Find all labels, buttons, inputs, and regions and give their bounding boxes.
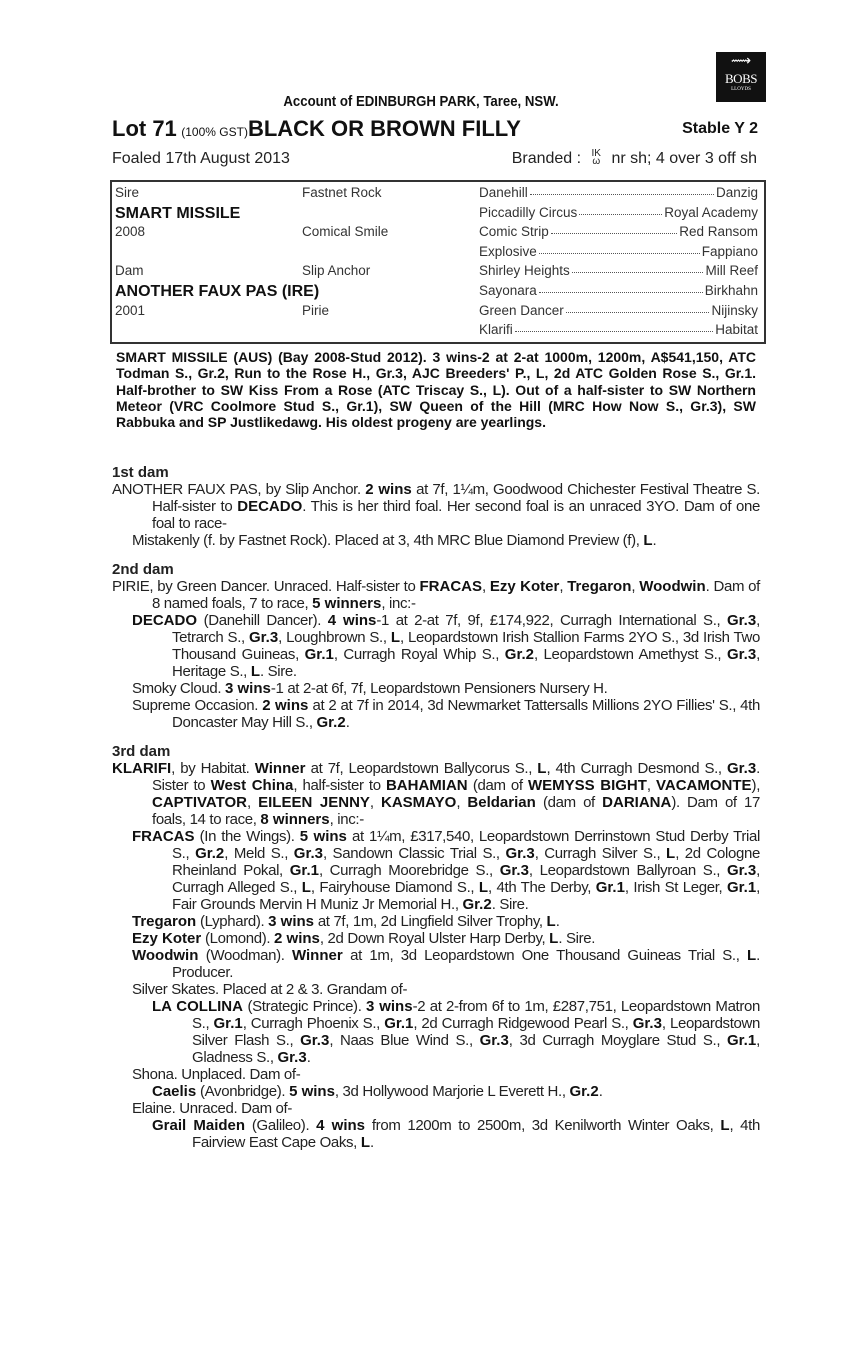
text: , Gladness S., [192,1032,760,1066]
text: , Heritage S., [172,646,760,680]
sire-summary: SMART MISSILE (AUS) (Bay 2008-Stud 2012). 3 wins-2 at 2-at 1000m, 1200m, A$541,150, ATC Todman S., Gr.2, Run to the Rose H., Gr.3, AJC Breeders' P., L, 2d ATC Golden Rose S., Gr.1. Half-brother to SW Kiss From a Rose (ATC Triscay S., L). Out of a half-sister to SW Northern Meteor (VRC Coolmore Stud S., Gr.1), SW Queen of the Hill (MRC How Now S., Gr.3), SW Rabbuka and SP Justlikedawg. His oldest progeny are yearlings. [116,349,756,431]
branded-label: Branded : [511,150,582,167]
text: (Lomond). [201,930,275,947]
bold-text: Ezy Koter [489,578,560,595]
bold-text: Gr.3 [505,845,535,862]
bold-text: Gr.3 [726,760,757,777]
section-heading: 3rd dam [112,743,171,760]
text: , [456,794,468,811]
text: , Sandown Classic Trial S., [322,845,506,862]
text: (Avonbridge). [196,1083,290,1100]
text: -1 at 2-at 6f, 7f, Leopardstown Pensioners Nursery H. [270,680,608,697]
family-entry [112,697,760,731]
text: . Sire. [260,663,297,680]
text: ), [751,777,761,794]
bold-text: LA COLLINA [152,998,243,1015]
text: . Sire. [558,930,596,947]
bold-text: L [643,532,653,549]
bold-text: L [360,1134,370,1151]
gst-note: (100% GST) [181,125,248,139]
leader-dots [530,185,714,195]
text: PIRIE, by Green Dancer. Unraced. Half-sister to [112,578,420,595]
text: , 3d Curragh Moyglare Stud S., [508,1032,727,1049]
leader-dots [572,263,704,273]
parent-label: 2001 [115,302,146,318]
text: (Lyphard). [196,913,269,930]
great-grandparent-sire: Red Ransom [679,224,758,240]
bold-text: 8 winners [260,811,330,828]
family-entry [112,828,760,913]
family-entry [112,532,760,549]
bold-text: EILEEN JENNY [258,794,370,811]
text: , inc:- [329,811,364,828]
text: , by Habitat. [171,760,255,777]
pedigree-row [112,303,764,323]
brand-bottom: ω [592,156,601,167]
text: , 4th The Derby, [488,879,596,896]
family-entry [112,760,760,828]
great-grandparent-line [479,224,758,239]
great-grandparent-name: Danehill [479,185,528,200]
bold-text: 3 wins [225,680,271,697]
bold-text: Gr.1 [595,879,625,896]
branding [512,150,757,168]
bold-text: L [390,629,400,646]
great-grandparent-name: Shirley Heights [479,263,570,279]
bold-text: Gr.1 [289,862,319,879]
great-grandparent-sire: Birkhahn [704,283,758,298]
great-grandparent-sire: Fappiano [701,243,758,259]
pedigree-row [112,322,764,342]
text: . Sister to [152,760,760,794]
text: , Fairyhouse Diamond S., [310,879,479,896]
grandparent-name: Slip Anchor [302,263,371,279]
text: (dam of [467,777,528,794]
text: , Curragh Phoenix S., [242,1015,385,1032]
text: Smoky Cloud. [132,680,225,697]
bold-text: Gr.1 [384,1015,414,1032]
bold-text: Winner [254,760,306,777]
text: , Leopardstown Ballyroan S., [528,862,727,879]
bold-text: Gr.2 [195,845,225,862]
family-entry [112,981,760,998]
great-grandparent-sire: Habitat [715,322,758,338]
bold-text: VACAMONTE [655,777,752,794]
parent-label: 2008 [115,224,146,240]
great-grandparent-name: Green Dancer [479,302,564,318]
bold-text: DECADO [132,612,198,629]
bold-text: FRACAS [419,578,482,595]
text: , Curragh Alleged S., [172,862,760,896]
bold-text: L [747,947,757,964]
bold-text: Gr.3 [479,1032,509,1049]
leader-dots [539,244,700,254]
text: . [555,913,560,930]
grandparent-name: Fastnet Rock [302,185,382,200]
text: , Leopardstown Irish Stallion Farms 2YO S., 3d Irish Two Thousand Guineas, [172,629,760,663]
text: , [631,578,640,595]
family-entry [112,1117,760,1151]
text: . [306,1049,311,1066]
foaled-date: Foaled 17th August 2013 [112,150,290,167]
family-details [112,464,760,1151]
text: , Leopardstown Silver Flash S., [192,1015,760,1049]
text: , 3d Hollywood Marjorie L Everett H., [334,1083,570,1100]
text: , 4th Curragh Desmond S., [546,760,727,777]
bold-text: 5 wins [299,828,347,845]
parent-name: ANOTHER FAUX PAS (IRE) [115,283,320,300]
text: (Strategic Prince). [242,998,367,1015]
family-entry [112,998,760,1066]
family-entry [112,913,760,930]
text: . This is her third foal. Her second foal is an unraced 3YO. Dam of one foal to race- [152,498,760,532]
vendor-account: Account of EDINBURGH PARK, Taree, NSW. [283,93,559,110]
parent-name: SMART MISSILE [115,204,241,222]
pedigree-row [112,283,764,303]
pedigree-row [112,224,764,244]
text: . Sire. [491,896,529,913]
text: Mistakenly (f. by Fastnet Rock). Placed at 3, 4th MRC Blue Diamond Preview (f), [132,532,644,549]
text: , Meld S., [224,845,294,862]
great-grandparent-line [479,283,758,298]
great-grandparent-name: Explosive [479,243,537,259]
family-entry [112,612,760,680]
bold-text: Gr.3 [277,1049,307,1066]
lot-description: BLACK OR BROWN FILLY [247,116,521,141]
bold-text: Gr.2 [462,896,492,913]
bold-text: 2 wins [262,697,309,714]
text: Silver Skates. Placed at 2 & 3. Grandam of- [132,981,408,998]
lot-heading [112,116,758,142]
text: at 7f, 1m, 2d Lingfield Silver Trophy, [314,913,547,930]
bold-text: DARIANA [602,794,672,811]
text: , [482,578,490,595]
text: , [247,794,259,811]
bird-icon: ⟿ [730,54,752,69]
family-entry [112,947,760,981]
text: -2 at 2-from 6f to 1m, £287,751, Leopardstown Matron S., [192,998,761,1032]
bold-text: Gr.2 [316,714,346,731]
great-grandparent-line [479,303,758,318]
text: -1 at 2-at 7f, 9f, £174,922, Curragh International S., [376,612,727,629]
bold-text: West China [210,777,294,794]
leader-dots [566,303,710,313]
leader-dots [551,224,677,234]
bold-text: 5 winners [312,595,382,612]
bold-text: 5 wins [289,1083,335,1100]
great-grandparent-sire: Nijinsky [711,302,758,318]
bold-text: KASMAYO [381,794,457,811]
bold-text: Gr.1 [213,1015,243,1032]
bold-text: Caelis [152,1083,197,1100]
text: , 4th Fairview East Cape Oaks, [192,1117,760,1151]
bold-text: CAPTIVATOR [152,794,248,811]
text: , inc:- [381,595,416,612]
bold-text: L [250,663,260,680]
bold-text: Gr.2 [504,646,534,663]
text: at 7f, Leopardstown Ballycorus S., [305,760,538,777]
bold-text: 2 wins [274,930,320,947]
bold-text: L [720,1117,730,1134]
great-grandparent-name: Comic Strip [479,224,549,240]
text: , Curragh Silver S., [534,845,667,862]
brand-mark-icon [592,150,601,166]
bold-text: L [301,879,311,896]
text: (dam of [535,794,603,811]
bold-text: Gr.3 [632,1015,662,1032]
family-entry [112,1083,760,1100]
text: , Naas Blue Wind S., [329,1032,480,1049]
text: (Woodman). [198,947,292,964]
family-entry [112,680,760,697]
family-entry [112,578,760,612]
section-heading: 1st dam [112,464,169,481]
bold-text: Tregaron [567,578,632,595]
bold-text: 3 wins [268,913,314,930]
great-grandparent-name: Klarifi [479,322,513,338]
pedigree-row [112,244,764,264]
bold-text: L [666,845,676,862]
logo-subtext: LLOYDS [731,87,751,92]
text: ). Dam of 17 foals, 14 to race, [152,794,760,828]
bold-text: Winner [291,947,343,964]
bold-text: FRACAS [132,828,195,845]
text: , [646,777,656,794]
text: . [598,1083,603,1100]
text: (Galileo). [245,1117,317,1134]
text: , Curragh Moorebridge S., [318,862,500,879]
bold-text: DECADO [237,498,303,515]
great-grandparent-line [479,185,758,200]
bold-text: L [549,930,559,947]
great-grandparent-name: Piccadilly Circus [479,204,578,220]
section-heading: 2nd dam [112,561,174,578]
text: . [369,1134,374,1151]
great-grandparent-sire: Royal Academy [664,204,758,220]
bold-text: Woodwin [639,578,706,595]
branded-detail: nr sh; 4 over 3 off sh [611,150,757,167]
pedigree-row [112,205,764,225]
great-grandparent-line [479,263,758,278]
bold-text: Gr.3 [499,862,529,879]
great-grandparent-line [479,244,758,259]
text: at 2 at 7f in 2014, 3d Newmarket Tattersalls Millions 2YO Fillies' S., 4th Doncaster May Hill S., [172,697,760,731]
text: . [345,714,350,731]
bold-text: Gr.3 [726,612,757,629]
lot-number: Lot 71 [112,116,177,141]
text: at 1m, 3d Leopardstown One Thousand Guineas Trial S., [342,947,747,964]
text: , 2d Curragh Ridgewood Pearl S., [413,1015,633,1032]
great-grandparent-line [479,205,758,220]
bold-text: 3 wins [366,998,413,1015]
pedigree-row [112,185,764,205]
great-grandparent-sire: Danzig [715,185,758,200]
bold-text: Gr.3 [726,862,757,879]
text: . Dam of 8 named foals, 7 to race, [152,578,760,612]
bold-text: Gr.3 [293,845,323,862]
bold-text: Beldarian [467,794,536,811]
text: (In the Wings). [194,828,300,845]
bold-text: Gr.3 [300,1032,330,1049]
great-grandparent-name: Sayonara [479,283,537,298]
text: , Loughbrown S., [278,629,391,646]
bold-text: BAHAMIAN [385,777,468,794]
text: ANOTHER FAUX PAS, by Slip Anchor. [112,481,366,498]
great-grandparent-line [479,322,758,337]
text: , Irish St Leger, [624,879,727,896]
text: , 2d Down Royal Ulster Harp Derby, [319,930,550,947]
text: , 2d Cologne Rheinland Pokal, [172,845,760,879]
bold-text: Woodwin [132,947,199,964]
logo-text: BOBS [725,71,757,86]
family-entry [112,1066,760,1083]
bold-text: L [546,913,556,930]
text: , Tetrarch S., [172,612,760,646]
grandparent-name: Comical Smile [302,224,389,240]
bold-text: Gr.3 [248,629,279,646]
parent-label: Dam [115,263,144,279]
bold-text: Tregaron [132,913,197,930]
leader-dots [515,322,713,332]
text: , Curragh Royal Whip S., [333,646,505,663]
pedigree-row [112,263,764,283]
bold-text: 4 wins [316,1117,366,1134]
bold-text: KLARIFI [112,760,172,777]
bold-text: 4 wins [327,612,377,629]
bold-text: 2 wins [365,481,412,498]
bold-text: Ezy Koter [132,930,202,947]
pedigree-table [110,180,766,344]
text: . [652,532,657,549]
family-entry [112,481,760,532]
bold-text: Gr.1 [726,879,757,896]
great-grandparent-sire: Mill Reef [705,263,758,279]
family-entry [112,930,760,947]
brand-top: IK [591,148,601,159]
bold-text: Gr.1 [304,646,334,663]
text: , half-sister to [293,777,386,794]
text: (Danehill Dancer). [197,612,328,629]
bold-text: Gr.1 [726,1032,757,1049]
text: , Fair Grounds Mervin H Muniz Jr Memorial H., [172,879,760,913]
text: at 1¼m, £317,540, Leopardstown Derrinstown Stud Derby Trial S., [172,828,760,862]
text: , [369,794,382,811]
leader-dots [579,205,662,215]
text: Shona. Unplaced. Dam of- [132,1066,301,1083]
bold-text: WEMYSS BIGHT [527,777,647,794]
text: . Producer. [172,947,760,981]
grandparent-name: Pirie [302,302,330,318]
text: from 1200m to 2500m, 3d Kenilworth Winter Oaks, [365,1117,721,1134]
bold-text: Gr.3 [726,646,757,663]
bold-text: L [478,879,489,896]
text: Elaine. Unraced. Dam of- [132,1100,293,1117]
text: Supreme Occasion. [132,697,263,714]
bold-text: Gr.2 [569,1083,599,1100]
bold-text: Grail Maiden [152,1117,246,1134]
text: at 7f, 1¼m, Goodwood Chichester Festival Theatre S. Half-sister to [152,481,760,515]
family-entry [112,1100,760,1117]
text: , Leopardstown Amethyst S., [533,646,727,663]
parent-label: Sire [115,185,140,200]
text: , [559,578,568,595]
leader-dots [539,283,703,293]
bold-text: L [537,760,547,777]
stable-location: Stable Y 2 [682,120,758,137]
